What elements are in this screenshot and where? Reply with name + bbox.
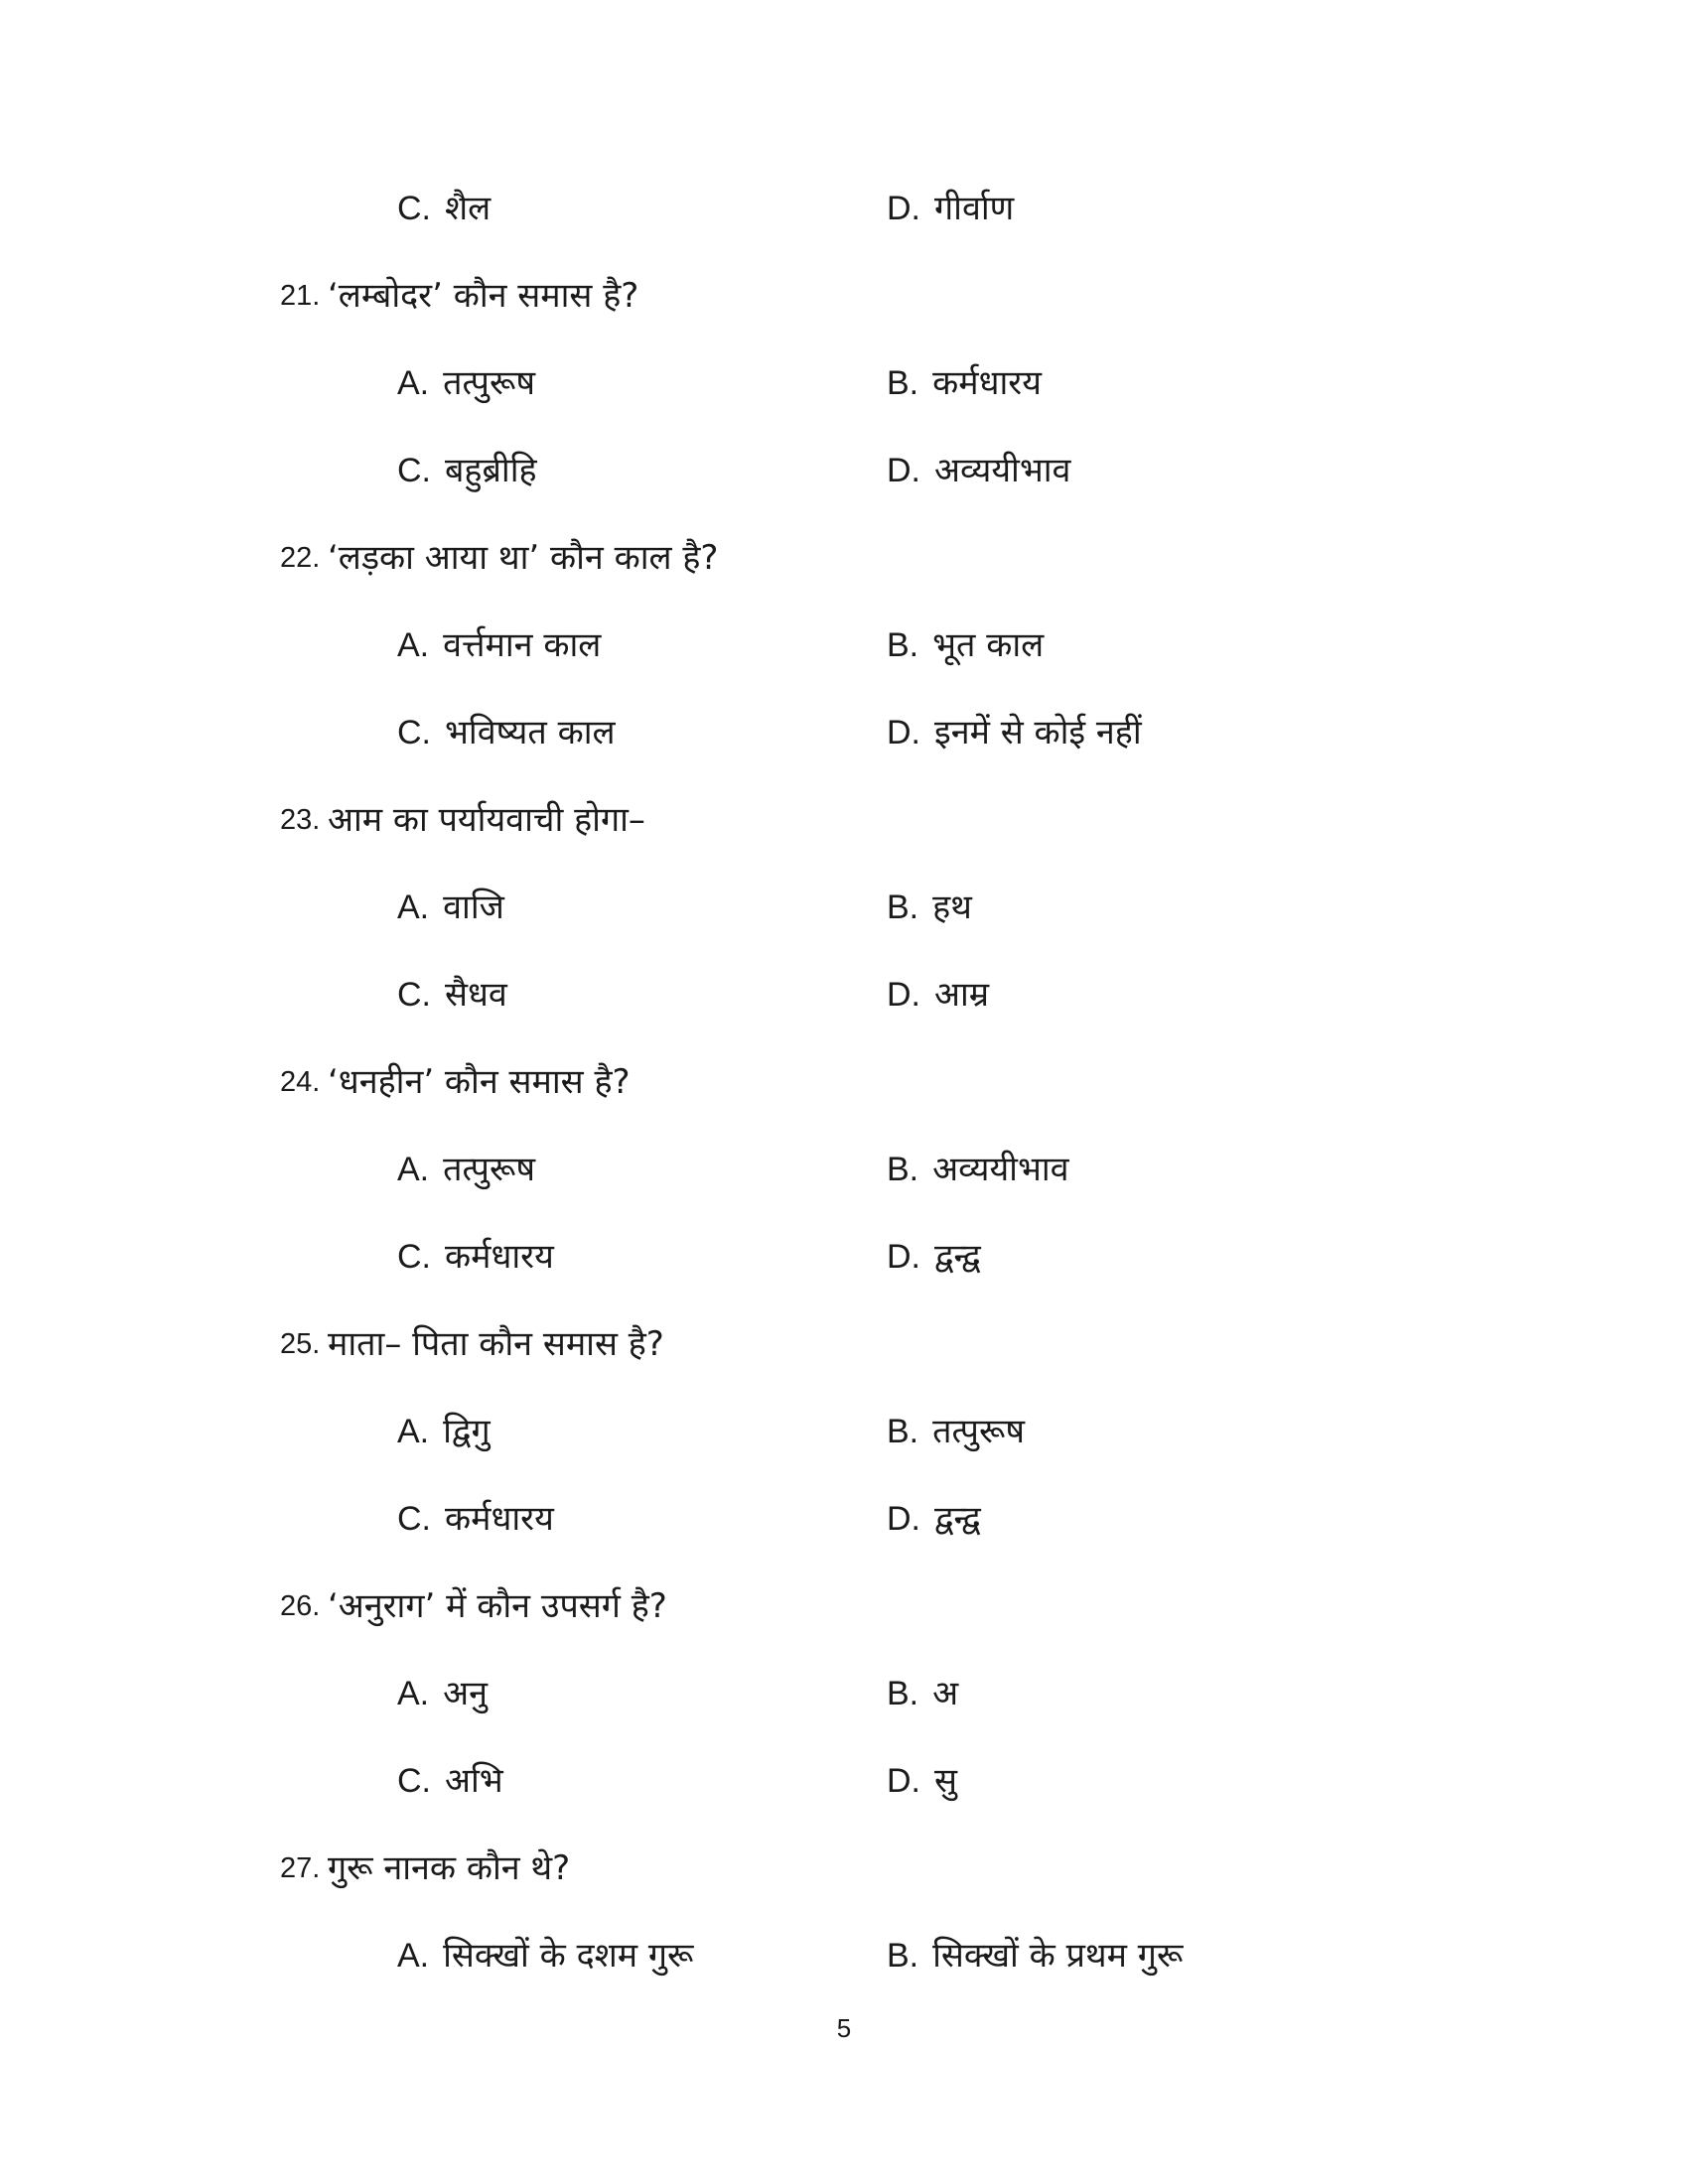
option-row [0, 1140, 1688, 1199]
option-text: वर्त्तमान काल [443, 625, 602, 665]
option-text: हथ [932, 887, 972, 927]
question-text: आम का पर्यायवाची होगा– [328, 800, 645, 840]
option-text: बहुब्रीहि [445, 451, 537, 490]
option-text: तत्पुरूष [443, 363, 536, 403]
question-23 [0, 790, 1688, 850]
option-row [0, 703, 1688, 762]
option-letter: C. [397, 1238, 431, 1276]
option-row [0, 615, 1688, 675]
carryover-option-row [0, 179, 1688, 238]
option-row [0, 1751, 1688, 1811]
option-text: द्विगु [443, 1412, 491, 1451]
option-letter: B. [887, 1937, 919, 1975]
option-c [397, 1227, 554, 1287]
question-number: 21. [280, 280, 321, 312]
option-text: तत्पुरूष [932, 1412, 1026, 1451]
option-a [397, 615, 601, 675]
question-text: गुरू नानक कौन थे? [328, 1848, 571, 1888]
option-text: कर्मधारय [932, 363, 1042, 403]
option-letter: A. [397, 364, 430, 402]
question-25 [0, 1314, 1688, 1374]
option-letter: A. [397, 626, 430, 664]
option-row [0, 965, 1688, 1024]
option-text: भविष्यत काल [445, 713, 616, 752]
option-letter: B. [887, 1151, 919, 1188]
question-text: ‘लम्बोदर’ कौन समास है? [328, 276, 639, 316]
option-text: भूत काल [932, 625, 1045, 665]
option-text: आम्र [934, 975, 990, 1015]
question-number: 22. [280, 542, 321, 574]
option-text: द्वन्द्व [934, 1499, 981, 1539]
option-letter: D. [887, 976, 920, 1014]
option-d [887, 1227, 981, 1287]
option-letter: C. [397, 1500, 431, 1538]
option-letter: B. [887, 1675, 919, 1712]
question-text: ‘अनुराग’ में कौन उपसर्ग है? [328, 1586, 667, 1626]
option-b [887, 1664, 958, 1723]
option-text: सिक्खों के दशम गुरू [443, 1936, 694, 1976]
option-letter: D. [887, 1500, 920, 1538]
option-text: तत्पुरूष [443, 1150, 536, 1189]
option-c [397, 179, 491, 238]
option-letter: D. [887, 1762, 920, 1800]
option-c [397, 441, 537, 500]
question-text: ‘धनहीन’ कौन समास है? [328, 1062, 631, 1102]
option-text: अ [932, 1674, 959, 1713]
option-row [0, 1664, 1688, 1723]
option-text: अव्ययीभाव [934, 451, 1071, 490]
option-a [397, 1664, 488, 1723]
option-b [887, 878, 972, 937]
option-row [0, 1926, 1688, 1985]
option-c [397, 1489, 554, 1549]
option-a [397, 1140, 535, 1199]
option-d [887, 1751, 957, 1811]
question-number: 25. [280, 1328, 321, 1360]
option-row [0, 441, 1688, 500]
option-text: शैल [445, 189, 492, 228]
option-c [397, 703, 616, 762]
option-letter: A. [397, 1413, 430, 1450]
option-b [887, 1140, 1069, 1199]
option-a [397, 353, 535, 413]
option-letter: D. [887, 1238, 920, 1276]
option-text: सैधव [445, 975, 507, 1015]
question-number: 26. [280, 1590, 321, 1622]
option-b [887, 1402, 1025, 1461]
question-22 [0, 528, 1688, 588]
option-letter: D. [887, 190, 920, 227]
option-text: वाजि [443, 887, 504, 927]
option-text: कर्मधारय [445, 1499, 554, 1539]
option-d [887, 441, 1070, 500]
option-row [0, 1402, 1688, 1461]
option-letter: A. [397, 1675, 430, 1712]
option-a [397, 1402, 491, 1461]
option-letter: D. [887, 714, 920, 751]
option-text: अनु [443, 1674, 488, 1713]
option-b [887, 615, 1044, 675]
option-text: इनमें से कोई नहीं [934, 713, 1142, 752]
option-text: अव्ययीभाव [932, 1150, 1069, 1189]
question-number: 24. [280, 1066, 321, 1098]
option-text: द्वन्द्व [934, 1237, 981, 1277]
option-letter: C. [397, 190, 431, 227]
option-b [887, 353, 1042, 413]
option-letter: C. [397, 1762, 431, 1800]
option-letter: B. [887, 364, 919, 402]
option-text: कर्मधारय [445, 1237, 554, 1277]
question-24 [0, 1052, 1688, 1112]
option-row [0, 1227, 1688, 1287]
option-c [397, 965, 507, 1024]
question-21 [0, 266, 1688, 326]
option-d [887, 1489, 981, 1549]
option-a [397, 1926, 693, 1985]
option-letter: C. [397, 452, 431, 489]
option-letter: B. [887, 626, 919, 664]
option-letter: B. [887, 888, 919, 926]
option-letter: D. [887, 452, 920, 489]
option-letter: A. [397, 1151, 430, 1188]
question-text: माता– पिता कौन समास है? [328, 1324, 664, 1364]
option-a [397, 878, 504, 937]
question-26 [0, 1576, 1688, 1636]
option-letter: A. [397, 888, 430, 926]
option-letter: C. [397, 714, 431, 751]
option-row [0, 878, 1688, 937]
option-text: सिक्खों के प्रथम गुरू [932, 1936, 1184, 1976]
option-row [0, 1489, 1688, 1549]
question-number: 27. [280, 1852, 321, 1884]
page-number: 5 [836, 2013, 852, 2043]
option-row [0, 353, 1688, 413]
option-d [887, 703, 1142, 762]
option-text: गीर्वाण [934, 189, 1015, 228]
option-b [887, 1926, 1183, 1985]
option-c [397, 1751, 503, 1811]
question-number: 23. [280, 804, 321, 836]
option-d [887, 965, 989, 1024]
option-d [887, 179, 1014, 238]
option-letter: A. [397, 1937, 430, 1975]
question-text: ‘लड़का आया था’ कौन काल है? [328, 538, 719, 578]
option-text: सु [934, 1761, 957, 1801]
option-text: अभि [445, 1761, 503, 1801]
question-27 [0, 1839, 1688, 1898]
option-letter: C. [397, 976, 431, 1014]
option-letter: B. [887, 1413, 919, 1450]
